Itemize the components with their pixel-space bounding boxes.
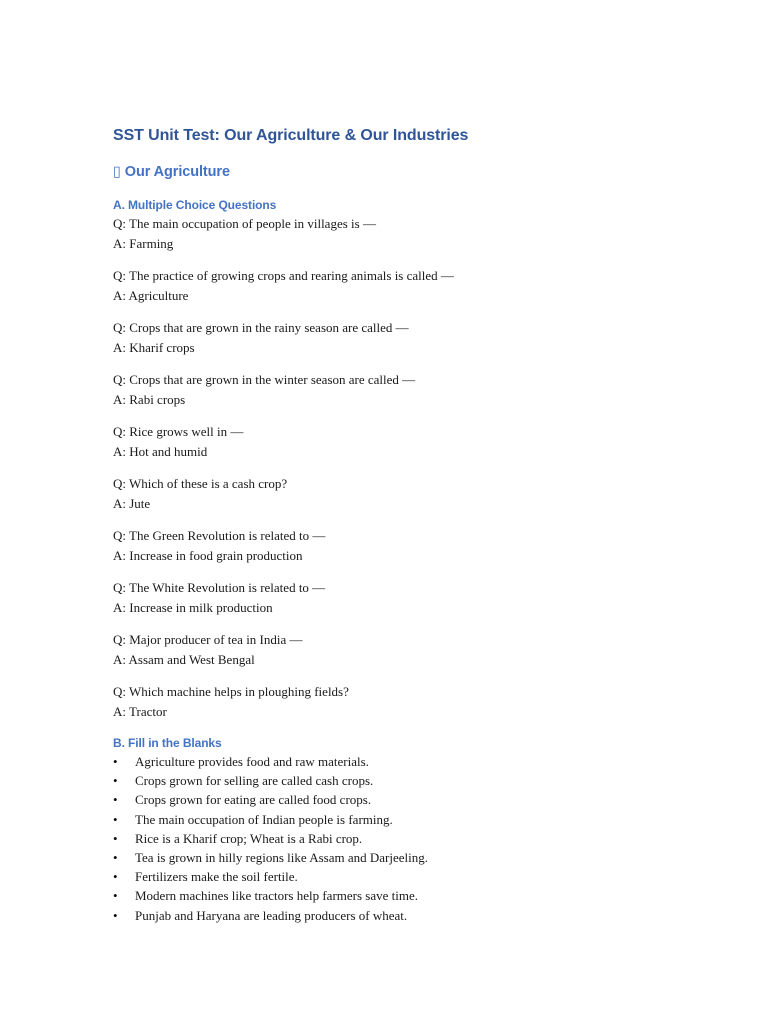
mcq-item	[113, 266, 733, 305]
bullet-icon: •	[113, 850, 118, 866]
list-item	[113, 810, 733, 829]
mcq-list	[113, 214, 733, 721]
list-item-text: Agriculture provides food and raw materials.	[135, 754, 369, 769]
bullet-icon: •	[113, 773, 118, 789]
list-item-text: Punjab and Haryana are leading producers of wheat.	[135, 907, 408, 923]
list-item	[113, 752, 733, 771]
list-item-text: Modern machines like tractors help farmers save time.	[135, 888, 419, 904]
bullet-icon: •	[113, 869, 118, 885]
fill-blanks-heading: B. Fill in the Blanks	[113, 736, 222, 750]
bullet-icon: •	[113, 754, 118, 769]
mcq-question: Q: Which machine helps in ploughing fields?	[113, 684, 349, 699]
list-item-text: Tea is grown in hilly regions like Assam and Darjeeling.	[135, 850, 428, 866]
mcq-answer: A: Increase in milk production	[113, 599, 273, 615]
mcq-item	[113, 578, 733, 617]
mcq-question: Q: Crops that are grown in the winter season are called —	[113, 372, 416, 387]
mcq-answer: A: Hot and humid	[113, 443, 208, 459]
mcq-question: Q: Rice grows well in —	[113, 424, 244, 439]
mcq-answer: A: Increase in food grain production	[113, 547, 303, 563]
mcq-item	[113, 630, 733, 669]
mcq-question: Q: The White Revolution is related to —	[113, 580, 326, 595]
mcq-item	[113, 318, 733, 357]
list-item-text: Crops grown for eating are called food crops.	[135, 792, 372, 808]
list-item	[113, 848, 733, 867]
mcq-answer: A: Kharif crops	[113, 339, 195, 355]
mcq-answer: A: Jute	[113, 495, 151, 511]
mcq-item	[113, 682, 733, 721]
mcq-answer: A: Assam and West Bengal	[113, 651, 255, 667]
bullet-icon: •	[113, 888, 118, 904]
mcq-question: Q: The main occupation of people in villages is —	[113, 216, 376, 231]
mcq-answer: A: Agriculture	[113, 287, 189, 303]
mcq-item	[113, 370, 733, 409]
list-item-text: Crops grown for selling are called cash crops.	[135, 773, 374, 789]
list-item	[113, 790, 733, 809]
mcq-question: Q: The practice of growing crops and rearing animals is called —	[113, 268, 454, 283]
list-item	[113, 886, 733, 905]
list-item	[113, 906, 733, 925]
list-item	[113, 867, 733, 886]
list-item-text: Fertilizers make the soil fertile.	[135, 869, 298, 885]
mcq-heading: A. Multiple Choice Questions	[113, 198, 277, 212]
document-title: SST Unit Test: Our Agriculture & Our Industries	[113, 127, 469, 144]
mcq-answer: A: Farming	[113, 235, 174, 251]
mcq-item	[113, 214, 733, 253]
fill-blanks-list	[113, 752, 733, 925]
mcq-question: Q: The Green Revolution is related to —	[113, 528, 326, 543]
list-item	[113, 771, 733, 790]
section-heading-agriculture: ▯ Our Agriculture	[113, 164, 230, 180]
bullet-icon: •	[113, 811, 118, 827]
bullet-icon: •	[113, 907, 118, 923]
mcq-item	[113, 474, 733, 513]
mcq-item	[113, 422, 733, 461]
bullet-icon: •	[113, 792, 118, 808]
mcq-answer: A: Rabi crops	[113, 391, 186, 407]
mcq-answer: A: Tractor	[113, 703, 167, 719]
list-item-text: Rice is a Kharif crop; Wheat is a Rabi crop.	[135, 830, 363, 846]
mcq-question: Q: Crops that are grown in the rainy season are called —	[113, 320, 409, 335]
mcq-question: Q: Major producer of tea in India —	[113, 632, 303, 647]
list-item-text: The main occupation of Indian people is farming.	[135, 811, 393, 827]
mcq-item	[113, 526, 733, 565]
list-item	[113, 829, 733, 848]
mcq-question: Q: Which of these is a cash crop?	[113, 476, 288, 491]
document-page	[113, 124, 733, 925]
bullet-icon: •	[113, 830, 118, 846]
